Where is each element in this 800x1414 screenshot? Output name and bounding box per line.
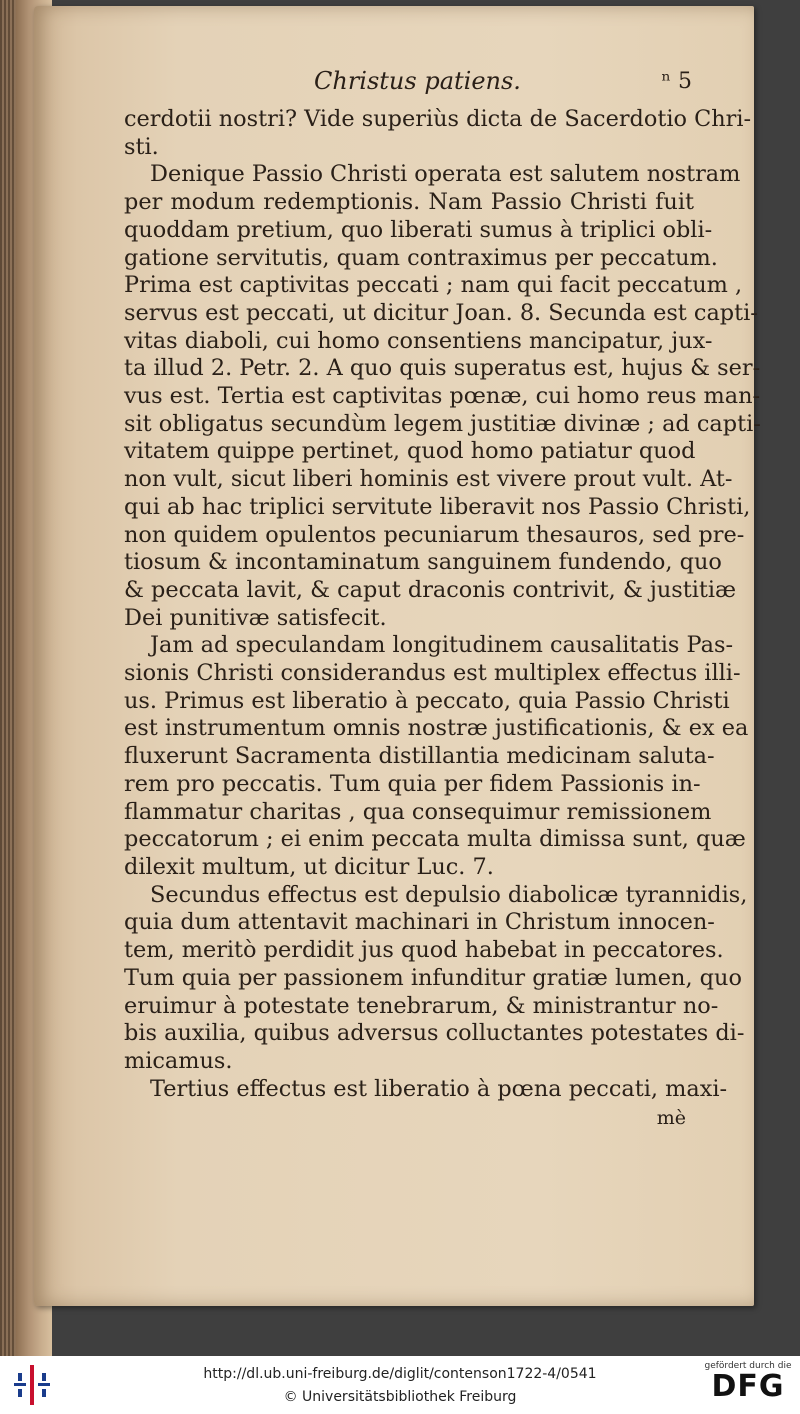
text-line: Secundus effectus est depulsio diabolicæ tyrannidis, <box>150 881 748 908</box>
text-line: vus est. Tertia est captivitas pœnæ, cui homo reus man- <box>124 383 761 410</box>
text-line: non quidem opulentos pecuniarum thesauros, sed pre- <box>124 521 745 548</box>
text-line: peccatorum ; ei enim peccata multa dimissa sunt, quæ <box>124 826 746 853</box>
catchword: mè <box>656 1107 686 1130</box>
text-line: non vult, sicut liberi hominis est vivere prout vult. At- <box>124 466 733 493</box>
text-line: eruimur à potestate tenebrarum, & ministrantur no- <box>124 992 719 1019</box>
text-line: Tertius effectus est liberatio à pœna peccati, maxi- <box>150 1075 728 1102</box>
text-line: qui ab hac triplici servitute liberavit nos Passio Christi, <box>124 493 751 520</box>
page-number: ⁿ 5 <box>661 69 692 94</box>
text-line: Jam ad speculandam longitudinem causalitatis Pas- <box>150 632 734 659</box>
text-line: sionis Christi considerandus est multiplex effectus illi- <box>124 660 741 687</box>
paragraph <box>124 632 749 881</box>
paragraph <box>124 106 752 161</box>
text-line: quoddam pretium, quo liberati sumus à triplici obli- <box>124 216 713 243</box>
catchword-row <box>124 1103 694 1131</box>
page-edges <box>0 0 16 1356</box>
text-line: Tum quia per passionem infunditur gratiæ lumen, quo <box>124 964 742 991</box>
text-line: dilexit multum, ut dicitur Luc. 7. <box>124 853 494 880</box>
text-line: vitatem quippe pertinet, quod homo patiatur quod <box>124 438 696 465</box>
text-line: servus est peccati, ut dicitur Joan. 8. Secunda est capti- <box>124 299 758 326</box>
text-body <box>124 106 761 1103</box>
text-line: & peccata lavit, & caput draconis contrivit, & justitiæ <box>124 576 737 603</box>
text-line: ta illud 2. Petr. 2. A quo quis superatus est, hujus & ser- <box>124 355 761 382</box>
paragraph <box>124 881 748 1076</box>
text-line: Prima est captivitas peccati ; nam qui facit peccatum , <box>124 272 743 299</box>
text-line: rem pro peccatis. Tum quia per fidem Passionis in- <box>124 770 701 797</box>
sponsor-label: gefördert durch die <box>704 1361 792 1371</box>
dfg-logo[interactable]: DFG <box>711 1369 785 1404</box>
page-text <box>124 67 761 1131</box>
text-line: tiosum & incontaminatum sanguinem fundendo, quo <box>124 549 722 576</box>
text-line: vitas diaboli, cui homo consentiens mancipatur, jux- <box>124 327 713 354</box>
running-head <box>124 67 694 106</box>
viewer-footer <box>0 1356 800 1414</box>
text-line: quia dum attentavit machinari in Christum innocen- <box>124 909 715 936</box>
text-line: fluxerunt Sacramenta distillantia medicinam saluta- <box>124 743 715 770</box>
text-line: sit obligatus secundùm legem justitiæ divinæ ; ad capti- <box>124 410 761 437</box>
text-line: us. Primus est liberatio à peccato, quia Passio Christi <box>124 687 730 714</box>
text-line: gatione servitutis, quam contraximus per peccatum. <box>124 244 718 271</box>
running-title: Christus patiens. <box>314 67 521 95</box>
text-line: cerdotii nostri? Vide superiùs dicta de Sacerdotio Chri- <box>124 106 752 132</box>
text-line: Dei punitivæ satisfecit. <box>124 604 387 631</box>
text-line: Denique Passio Christi operata est salutem nostram <box>150 161 741 188</box>
text-line: sti. <box>124 133 159 160</box>
copyright-notice: © Universitätsbibliothek Freiburg <box>283 1389 517 1405</box>
paragraph <box>124 161 761 632</box>
paragraph <box>124 1075 728 1104</box>
text-line: tem, meritò perdidit jus quod habebat in peccatores. <box>124 937 724 964</box>
text-line: flammatur charitas , qua consequimur remissionem <box>124 798 712 825</box>
text-line: bis auxilia, quibus adversus colluctantes potestates di- <box>124 1020 745 1047</box>
sponsor <box>704 1361 792 1403</box>
text-line: per modum redemptionis. Nam Passio Christi fuit <box>124 189 694 216</box>
text-line: est instrumentum omnis nostræ justificationis, & ex ea <box>124 715 749 742</box>
permalink-url[interactable]: http://dl.ub.uni-freiburg.de/diglit/contenson1722-4/0541 <box>203 1366 597 1382</box>
book-page <box>34 6 761 1306</box>
text-line: micamus. <box>124 1047 233 1074</box>
